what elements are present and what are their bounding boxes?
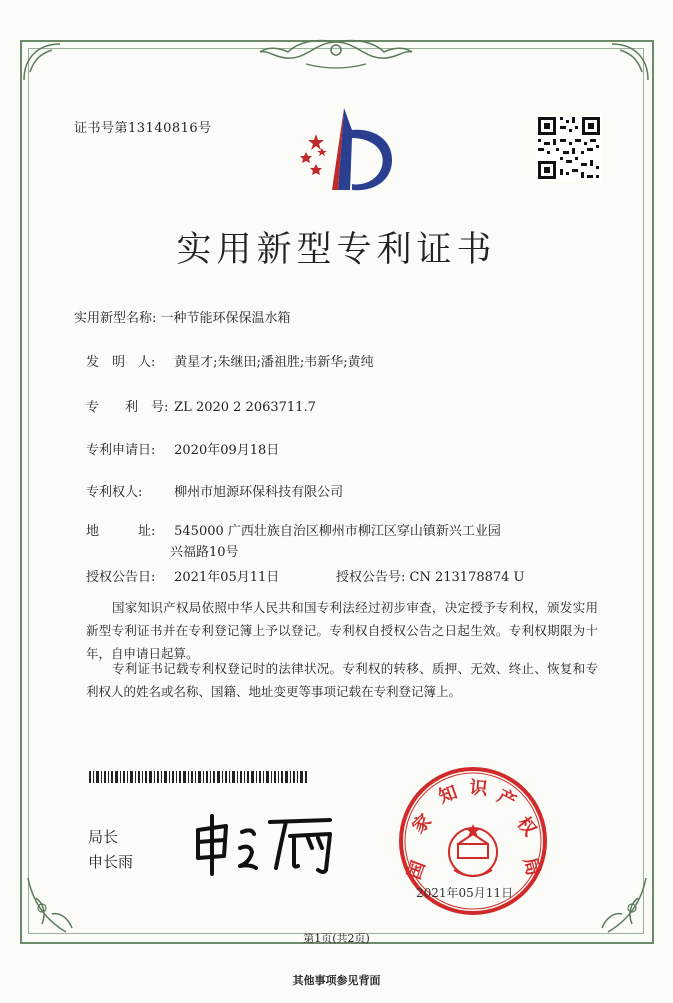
utility-model-name-value: 一种节能环保保温水箱 — [160, 311, 291, 326]
certificate-title: 实用新型专利证书 — [176, 230, 497, 270]
patent-number-row — [86, 396, 316, 415]
svg-text:局: 局 — [518, 855, 544, 878]
director-title: 局长 — [88, 828, 119, 846]
barcode — [89, 771, 309, 783]
svg-text:产: 产 — [493, 785, 520, 813]
grant-number-row — [336, 566, 525, 585]
svg-text:识: 识 — [468, 777, 489, 800]
cnipa-logo — [286, 98, 396, 198]
patent-number-value: ZL 2020 2 2063711.7 — [174, 400, 316, 415]
svg-text:家: 家 — [408, 810, 436, 838]
grant-paragraph: 国家知识产权局依照中华人民共和国专利法经过初步审查，决定授予专利权，颁发实用新型专利证书并在专利登记簿上予以登记。专利权自授权公告之日起生效。专利权期限为十年，自申请日起算。 — [86, 600, 598, 661]
filing-date-value: 2020年09月18日 — [174, 443, 280, 458]
corner-ornament-top-left — [20, 40, 70, 90]
patent-holder-value: 柳州市旭源环保科技有限公司 — [174, 485, 344, 500]
inventor-label: 发 明 人: — [86, 355, 156, 370]
filing-date-row — [86, 439, 279, 458]
inventor-row — [86, 351, 374, 370]
director-name: 申长雨 — [88, 853, 134, 871]
grant-date-value: 2021年05月11日 — [174, 570, 280, 585]
top-ornament — [246, 38, 426, 72]
svg-text:权: 权 — [512, 813, 541, 841]
certificate-number: 证书号第13140816号 — [74, 121, 212, 136]
utility-model-name-label: 实用新型名称: — [74, 311, 157, 326]
director-signature — [190, 808, 340, 878]
qr-code — [536, 115, 602, 181]
footer-note: 其他事项参见背面 — [292, 974, 381, 987]
address-label: 地 址: — [86, 524, 156, 539]
filing-date-label: 专利申请日: — [86, 443, 156, 458]
patent-number-label: 专 利 号: — [86, 400, 169, 415]
patent-holder-label: 专利权人: — [86, 485, 143, 500]
utility-model-name-row — [74, 307, 291, 326]
grant-number-label: 授权公告号: — [336, 570, 406, 585]
page-number: 第1页(共2页) — [303, 932, 370, 945]
legal-status-paragraph: 专利证书记载专利权登记时的法律状况。专利权的转移、质押、无效、终止、恢复和专利权人的姓名或名称、国籍、地址变更等事项记载在专利登记簿上。 — [86, 661, 598, 699]
svg-text:知: 知 — [436, 781, 461, 808]
address-line-2: 兴福路10号 — [170, 545, 239, 560]
address-row — [86, 520, 501, 539]
address-line-1: 545000 广西壮族自治区柳州市柳江区穿山镇新兴工业园 — [174, 524, 501, 539]
grant-date-label: 授权公告日: — [86, 570, 156, 585]
grant-number-value: CN 213178874 U — [409, 570, 525, 585]
grant-date-row — [86, 566, 279, 585]
svg-text:国: 国 — [403, 858, 430, 883]
corner-ornament-top-right — [602, 40, 652, 90]
seal-date: 2021年05月11日 — [416, 886, 514, 900]
patent-holder-row — [86, 481, 343, 500]
inventor-value: 黄星才;朱继田;潘祖胜;韦新华;黄纯 — [174, 355, 374, 370]
